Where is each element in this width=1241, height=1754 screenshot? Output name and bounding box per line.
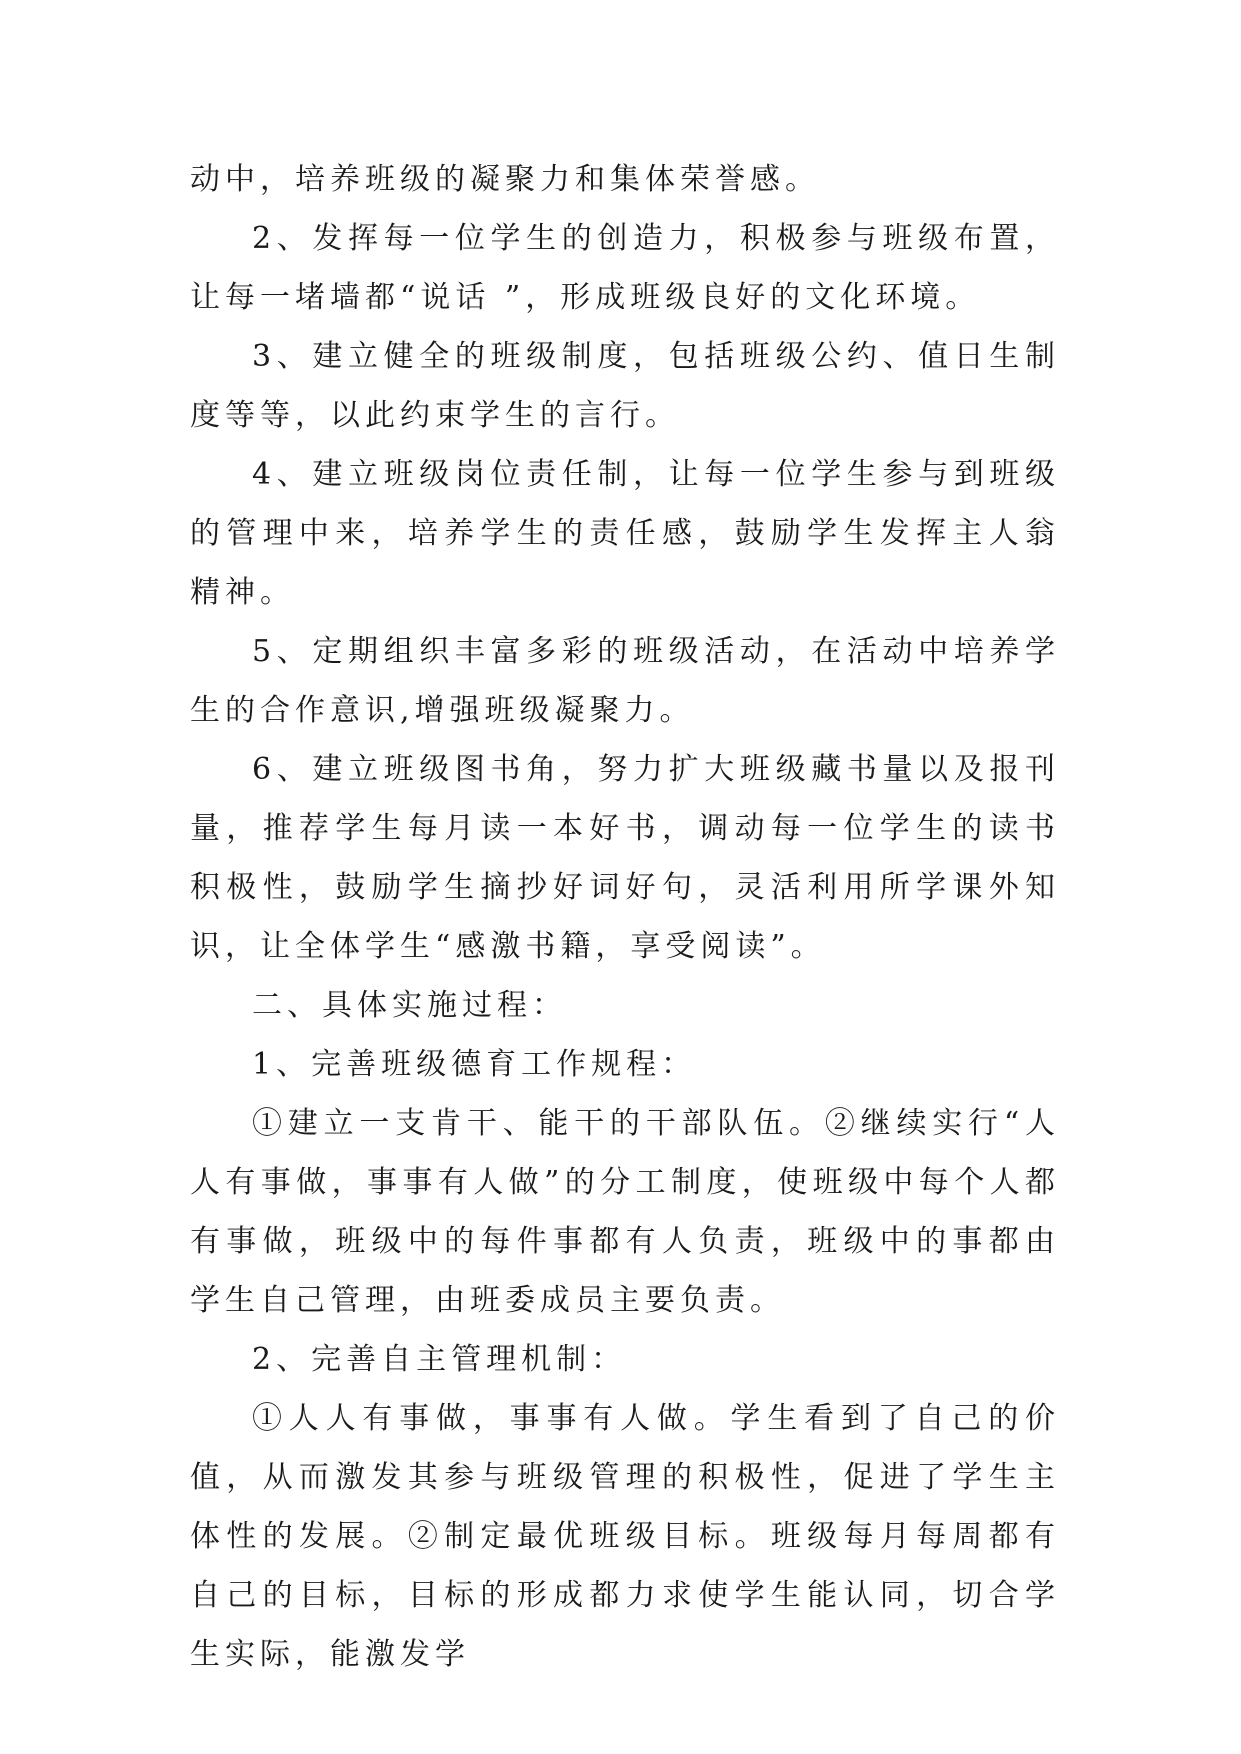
subheading-1: 1、完善班级德育工作规程： xyxy=(252,1047,697,1082)
paragraph-item-2: 2、发挥每一位学生的创造力，积极参与班级布置，让每一堵墙都“说话 ”，形成班级良好的文化环境。 xyxy=(190,221,1060,315)
paragraph-item-6: 6、建立班级图书角，努力扩大班级藏书量以及报刊量，推荐学生每月读一本好书，调动每一位学生的读书积极性，鼓励学生摘抄好词好句，灵活利用所学课外知识，让全体学生“感激书籍，享受阅读”。 xyxy=(190,752,1060,964)
document-body xyxy=(190,150,1060,1684)
paragraph-continued: 动中，培养班级的凝聚力和集体荣誉感。 xyxy=(190,162,820,197)
paragraph-item-4: 4、建立班级岗位责任制，让每一位学生参与到班级的管理中来，培养学生的责任感，鼓励学生发挥主人翁精神。 xyxy=(190,457,1060,610)
paragraph-subitem-2: ①人人有事做，事事有人做。学生看到了自己的价值，从而激发其参与班级管理的积极性，促进了学生主体性的发展。②制定最优班级目标。班级每月每周都有自己的目标，目标的形成都力求使学生能认同，切合学生实际，能激发学 xyxy=(190,1401,1060,1672)
section-heading: 二、具体实施过程： xyxy=(252,988,567,1023)
paragraph-item-5: 5、定期组织丰富多彩的班级活动，在活动中培养学生的合作意识,增强班级凝聚力。 xyxy=(190,634,1060,728)
paragraph-item-3: 3、建立健全的班级制度，包括班级公约、值日生制度等等，以此约束学生的言行。 xyxy=(190,339,1060,433)
subheading-2: 2、完善自主管理机制： xyxy=(252,1342,627,1377)
paragraph-subitem-1: ①建立一支肯干、能干的干部队伍。②继续实行“人人有事做，事事有人做”的分工制度，使班级中每个人都有事做，班级中的每件事都有人负责，班级中的事都由学生自己管理，由班委成员主要负责。 xyxy=(190,1106,1060,1318)
